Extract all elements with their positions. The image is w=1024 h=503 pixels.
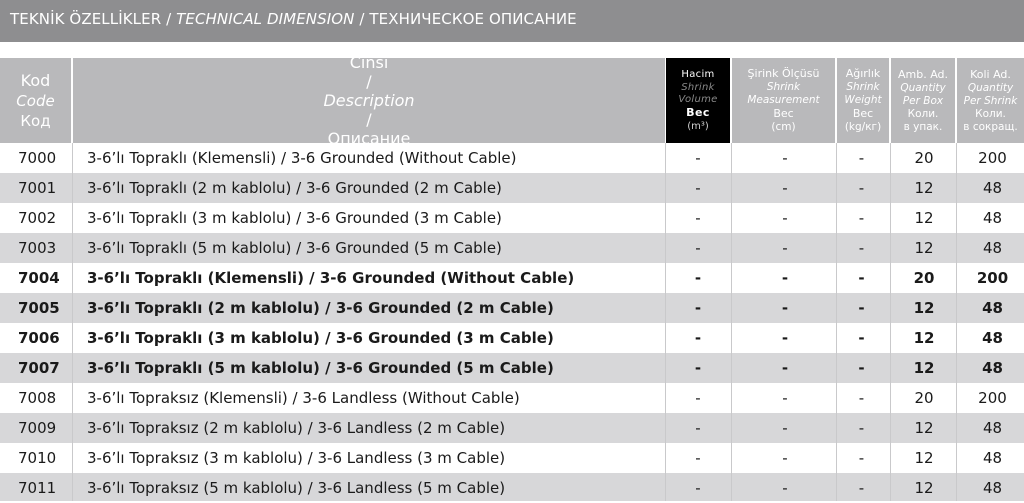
- cell-agirlik: -: [858, 479, 865, 497]
- cell-desc: 3-6’lı Topraklı (3 m kablolu) / 3-6 Grounded (3 m Cable): [87, 209, 502, 227]
- cell-amb: 12: [913, 299, 935, 317]
- header-hacim-ru: Вес: [686, 106, 710, 119]
- header-cinsi: [73, 53, 665, 148]
- cell-desc: 3-6’lı Topraklı (5 m kablolu) / 3-6 Grounded (5 m Cable): [87, 239, 502, 257]
- cell-agirlik: -: [858, 329, 865, 347]
- table-row: [0, 473, 1024, 501]
- header-amb-ru1: Коли.: [907, 107, 939, 120]
- header-agirlik-ru: Вес: [852, 107, 874, 120]
- cell-code: 7008: [18, 389, 57, 407]
- header-amb-tr: Amb. Ad.: [897, 67, 949, 81]
- cell-hacim: -: [695, 389, 701, 407]
- column-divider: [731, 143, 732, 501]
- cell-hacim: -: [695, 149, 701, 167]
- title-bar: [0, 0, 1024, 42]
- header-hacim-tr: Hacim: [681, 69, 715, 80]
- cell-amb: 12: [914, 479, 934, 497]
- header-sirink-unit: (cm): [771, 121, 796, 133]
- header-agirlik-tr: Ağırlık: [845, 67, 881, 80]
- title-sep-2: /: [354, 10, 370, 28]
- cell-agirlik: -: [858, 359, 865, 377]
- cell-agirlik: -: [858, 389, 865, 407]
- title-tr: TEKNİK ÖZELLİKLER: [10, 10, 162, 28]
- column-divider: [836, 143, 837, 501]
- header-amb: [891, 58, 955, 143]
- cell-hacim: -: [695, 479, 701, 497]
- header-agirlik: [837, 58, 889, 143]
- cell-hacim: -: [694, 359, 702, 377]
- header-kod-tr: Kod: [20, 70, 51, 90]
- cell-amb: 20: [914, 389, 934, 407]
- cell-desc: 3-6’lı Topraksız (2 m kablolu) / 3-6 Landless (2 m Cable): [87, 419, 506, 437]
- cell-code: 7004: [18, 269, 60, 287]
- cell-agirlik: -: [858, 299, 865, 317]
- table-row: [0, 233, 1024, 263]
- cell-code: 7011: [18, 479, 57, 497]
- cell-sirink: -: [781, 299, 789, 317]
- cell-koli: 48: [982, 419, 1003, 437]
- cell-amb: 12: [914, 179, 934, 197]
- cell-koli: 200: [978, 149, 1007, 167]
- table-row: [0, 443, 1024, 473]
- cell-agirlik: -: [858, 149, 865, 167]
- header-amb-en1: Quantity: [900, 81, 946, 94]
- header-amb-en2: Per Box: [902, 94, 944, 107]
- cell-desc: 3-6’lı Topraklı (Klemensli) / 3-6 Grounded (Without Cable): [87, 269, 575, 287]
- header-kod-ru: Код: [20, 111, 51, 130]
- header-koli-en1: Quantity: [967, 81, 1014, 94]
- table-row: [0, 323, 1024, 353]
- cell-code: 7003: [18, 239, 57, 257]
- table-row: [0, 293, 1024, 323]
- table-row: [0, 353, 1024, 383]
- column-divider: [890, 143, 891, 501]
- cell-desc: 3-6’lı Topraklı (2 m kablolu) / 3-6 Grounded (2 m Cable): [87, 179, 502, 197]
- cell-koli: 200: [976, 269, 1009, 287]
- cell-code: 7009: [18, 419, 57, 437]
- header-hacim-en2: Volume: [678, 94, 718, 105]
- column-divider: [72, 143, 73, 501]
- title-en: TECHNICAL DIMENSION: [176, 10, 355, 28]
- header-hacim-unit: (m³): [687, 121, 709, 132]
- header-cinsi-en: Description: [323, 91, 415, 110]
- header-cinsi-ru: Описание: [327, 129, 411, 148]
- table-row: [0, 413, 1024, 443]
- header-agirlik-unit: (kg/кг): [844, 121, 882, 133]
- cell-sirink: -: [781, 359, 789, 377]
- header-koli-tr: Koli Ad.: [970, 67, 1011, 81]
- header-agirlik-en1: Shrink: [846, 81, 880, 93]
- cell-koli: 48: [982, 179, 1003, 197]
- table-row: [0, 263, 1024, 293]
- column-divider: [665, 143, 666, 501]
- header-kod-en: Code: [16, 91, 55, 110]
- cell-desc: 3-6’lı Topraklı (5 m kablolu) / 3-6 Grounded (5 m Cable): [87, 359, 554, 377]
- cell-hacim: -: [695, 209, 701, 227]
- cell-amb: 12: [914, 239, 934, 257]
- table-row: [0, 203, 1024, 233]
- cell-hacim: -: [694, 269, 702, 287]
- column-divider: [956, 143, 957, 501]
- cell-amb: 12: [914, 209, 934, 227]
- cell-code: 7001: [18, 179, 57, 197]
- cell-sirink: -: [782, 149, 788, 167]
- cell-code: 7006: [18, 329, 60, 347]
- cell-agirlik: -: [858, 209, 865, 227]
- header-cinsi-tr: Cinsi: [349, 53, 389, 72]
- cell-hacim: -: [695, 239, 701, 257]
- cell-hacim: -: [695, 419, 701, 437]
- cell-koli: 48: [982, 299, 1003, 317]
- header-kod: [0, 58, 71, 143]
- title-sep-1: /: [161, 10, 177, 28]
- header-koli: [957, 58, 1024, 143]
- cell-koli: 48: [982, 329, 1003, 347]
- header-hacim-en1: Shrink: [681, 82, 715, 93]
- cell-agirlik: -: [858, 269, 865, 287]
- cell-desc: 3-6’lı Topraklı (3 m kablolu) / 3-6 Grounded (3 m Cable): [87, 329, 554, 347]
- cell-code: 7000: [18, 149, 57, 167]
- cell-amb: 20: [913, 269, 935, 287]
- cell-sirink: -: [782, 209, 788, 227]
- cell-agirlik: -: [858, 419, 865, 437]
- header-sirink: [732, 58, 835, 143]
- cell-hacim: -: [695, 179, 701, 197]
- header-sirink-tr: Şirink Ölçüsü: [747, 67, 820, 80]
- header-sirink-ru: Вес: [773, 107, 794, 120]
- cell-amb: 12: [913, 329, 935, 347]
- cell-koli: 48: [982, 209, 1003, 227]
- header-koli-en2: Per Shrink: [963, 94, 1018, 107]
- cell-amb: 12: [913, 359, 935, 377]
- cell-sirink: -: [782, 389, 788, 407]
- header-amb-ru2: в упак.: [903, 120, 943, 133]
- cell-sirink: -: [781, 329, 789, 347]
- cell-agirlik: -: [858, 449, 865, 467]
- cell-code: 7010: [18, 449, 57, 467]
- cell-sirink: -: [782, 419, 788, 437]
- cell-koli: 48: [982, 359, 1003, 377]
- header-cinsi-sep-2: /: [366, 110, 372, 129]
- cell-hacim: -: [694, 329, 702, 347]
- cell-sirink: -: [782, 179, 788, 197]
- cell-hacim: -: [695, 449, 701, 467]
- cell-desc: 3-6’lı Topraklı (2 m kablolu) / 3-6 Grounded (2 m Cable): [87, 299, 554, 317]
- cell-desc: 3-6’lı Topraklı (Klemensli) / 3-6 Grounded (Without Cable): [87, 149, 517, 167]
- header-agirlik-en2: Weight: [844, 94, 882, 106]
- cell-amb: 12: [914, 419, 934, 437]
- header-koli-ru1: Коли.: [975, 107, 1006, 120]
- cell-desc: 3-6’lı Topraksız (5 m kablolu) / 3-6 Landless (5 m Cable): [87, 479, 506, 497]
- header-sirink-en2: Measurement: [747, 94, 820, 106]
- cell-koli: 200: [978, 389, 1007, 407]
- cell-desc: 3-6’lı Topraksız (Klemensli) / 3-6 Landless (Without Cable): [87, 389, 520, 407]
- table-row: [0, 173, 1024, 203]
- cell-hacim: -: [694, 299, 702, 317]
- header-cinsi-text: [323, 53, 414, 148]
- cell-desc: 3-6’lı Topraksız (3 m kablolu) / 3-6 Landless (3 m Cable): [87, 449, 506, 467]
- cell-sirink: -: [782, 239, 788, 257]
- cell-amb: 12: [914, 449, 934, 467]
- cell-code: 7005: [18, 299, 60, 317]
- cell-sirink: -: [782, 449, 788, 467]
- cell-agirlik: -: [858, 239, 865, 257]
- header-koli-ru2: в сокращ.: [963, 120, 1018, 133]
- header-hacim: [666, 58, 730, 143]
- cell-koli: 48: [982, 449, 1003, 467]
- table-row: [0, 143, 1024, 173]
- cell-agirlik: -: [858, 179, 865, 197]
- page-title: [10, 10, 577, 28]
- cell-sirink: -: [782, 479, 788, 497]
- cell-sirink: -: [781, 269, 789, 287]
- table-row: [0, 383, 1024, 413]
- header-cinsi-sep-1: /: [366, 72, 372, 91]
- cell-koli: 48: [982, 479, 1003, 497]
- cell-code: 7007: [18, 359, 60, 377]
- cell-amb: 20: [914, 149, 934, 167]
- header-sirink-en1: Shrink: [766, 81, 801, 93]
- cell-code: 7002: [18, 209, 57, 227]
- cell-koli: 48: [982, 239, 1003, 257]
- title-ru: ТЕХНИЧЕСКОЕ ОПИСАНИЕ: [369, 10, 577, 28]
